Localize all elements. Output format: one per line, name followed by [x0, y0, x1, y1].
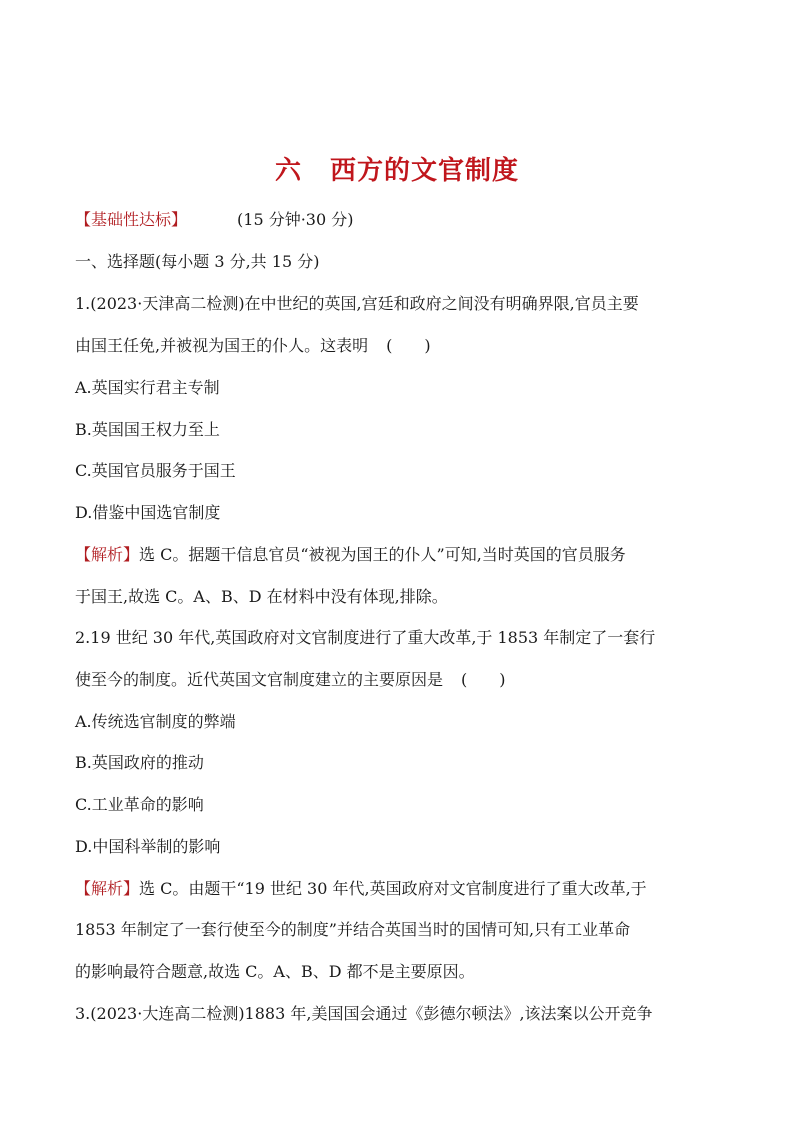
- q2-option-d: D.中国科举制的影响: [75, 837, 221, 856]
- q1-analysis-line1: [75, 544, 626, 566]
- q1-analysis-tag: 【解析】: [75, 545, 140, 564]
- q1-analysis-line2: 于国王,故选 C。A、B、D 在材料中没有体现,排除。: [75, 587, 448, 606]
- section-header: [75, 209, 353, 231]
- q1-option-c: C.英国官员服务于国王: [75, 461, 236, 480]
- q1-line2: [75, 335, 431, 357]
- q2-answer-paren: ( ): [461, 670, 506, 689]
- q2-analysis-line2: 1853 年制定了一套行使至今的制度”并结合英国当时的国情可知,只有工业革命: [75, 920, 631, 939]
- q2-option-c: C.工业革命的影响: [75, 795, 204, 814]
- title-number: 六: [274, 156, 302, 186]
- title-text: 西方的文官制度: [330, 156, 520, 186]
- q2-line2: [75, 669, 506, 691]
- q2-line1: 2.19 世纪 30 年代,英国政府对文官制度进行了重大改革,于 1853 年制定了一套行: [75, 628, 656, 647]
- q1-stem-end: 由国王任免,并被视为国王的仆人。这表明: [75, 336, 369, 355]
- q1-option-a: A.英国实行君主专制: [75, 378, 220, 397]
- q2-analysis-tag: 【解析】: [75, 879, 140, 898]
- q1-option-b: B.英国国王权力至上: [75, 420, 220, 439]
- q1-analysis-text1: 选 C。据题干信息官员“被视为国王的仆人”可知,当时英国的官员服务: [139, 545, 626, 564]
- q2-analysis-line3: 的影响最符合题意,故选 C。A、B、D 都不是主要原因。: [75, 962, 475, 981]
- q1-line1: 1.(2023·天津高二检测)在中世纪的英国,宫廷和政府之间没有明确界限,官员主要: [75, 294, 639, 313]
- q2-analysis-text1: 选 C。由题干“19 世纪 30 年代,英国政府对文官制度进行了重大改革,于: [139, 879, 647, 898]
- q1-answer-paren: ( ): [386, 336, 431, 355]
- section-time: (15 分钟·30 分): [237, 210, 354, 229]
- q2-stem-end: 使至今的制度。近代英国文官制度建立的主要原因是: [75, 670, 444, 689]
- page-title: [0, 150, 794, 187]
- q3-line1: 3.(2023·大连高二检测)1883 年,美国国会通过《彭德尔顿法》,该法案以公开竞争: [75, 1004, 653, 1023]
- q2-option-b: B.英国政府的推动: [75, 753, 204, 772]
- part-heading: 一、选择题(每小题 3 分,共 15 分): [75, 252, 320, 271]
- q2-option-a: A.传统选官制度的弊端: [75, 712, 236, 731]
- section-tag: 【基础性达标】: [75, 210, 188, 229]
- q2-analysis-line1: [75, 878, 647, 900]
- q1-option-d: D.借鉴中国选官制度: [75, 503, 221, 522]
